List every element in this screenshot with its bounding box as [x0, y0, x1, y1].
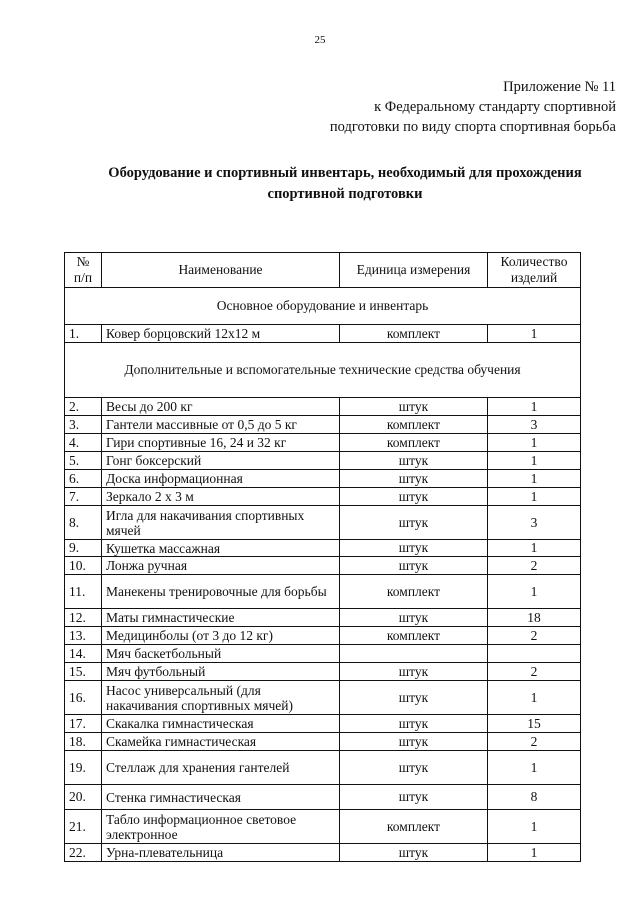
header-number-line-1: № — [76, 254, 90, 269]
row-number: 9. — [65, 540, 102, 557]
table-row — [65, 645, 581, 663]
table-row — [65, 627, 581, 645]
row-name: Ковер борцовский 12х12 м — [102, 325, 340, 343]
row-quantity: 18 — [488, 609, 581, 627]
table-row — [65, 416, 581, 434]
row-number: 10. — [65, 557, 102, 575]
row-quantity: 3 — [488, 506, 581, 540]
row-name: Мяч футбольный — [102, 663, 340, 681]
row-quantity: 2 — [488, 663, 581, 681]
table-row — [65, 452, 581, 470]
table-row — [65, 609, 581, 627]
row-unit: комплект — [340, 575, 488, 609]
row-unit: штук — [340, 751, 488, 785]
row-name: Гонг боксерский — [102, 452, 340, 470]
table-row — [65, 663, 581, 681]
row-number: 21. — [65, 810, 102, 844]
row-quantity: 2 — [488, 733, 581, 751]
row-name: Маты гимнастические — [102, 609, 340, 627]
row-number: 11. — [65, 575, 102, 609]
row-quantity: 1 — [488, 488, 581, 506]
row-unit: комплект — [340, 325, 488, 343]
header-number — [65, 253, 102, 288]
appendix-line-2: к Федеральному стандарту спортивной — [374, 99, 616, 115]
table-row — [65, 844, 581, 862]
page-number: 25 — [314, 34, 326, 46]
row-name: Скамейка гимнастическая — [102, 733, 340, 751]
row-unit: штук — [340, 785, 488, 810]
table-row — [65, 540, 581, 557]
row-name: Насос универсальный (для накачивания спортивных мячей) — [102, 681, 340, 715]
row-quantity: 1 — [488, 434, 581, 452]
table-row — [65, 715, 581, 733]
table-row — [65, 810, 581, 844]
row-name: Скакалка гимнастическая — [102, 715, 340, 733]
equipment-table — [64, 252, 581, 862]
row-unit: штук — [340, 663, 488, 681]
row-number: 8. — [65, 506, 102, 540]
row-name: Урна-плевательница — [102, 844, 340, 862]
row-number: 17. — [65, 715, 102, 733]
row-name: Табло информационное световое электронное — [102, 810, 340, 844]
row-quantity: 3 — [488, 416, 581, 434]
row-unit: штук — [340, 398, 488, 416]
row-unit: штук — [340, 844, 488, 862]
row-quantity: 1 — [488, 452, 581, 470]
row-quantity: 2 — [488, 557, 581, 575]
table-row — [65, 398, 581, 416]
row-number: 12. — [65, 609, 102, 627]
row-number: 2. — [65, 398, 102, 416]
table-row — [65, 785, 581, 810]
row-quantity: 1 — [488, 681, 581, 715]
row-number: 6. — [65, 470, 102, 488]
header-quantity-line-2: изделий — [510, 270, 558, 285]
row-number: 18. — [65, 733, 102, 751]
row-name: Гантели массивные от 0,5 до 5 кг — [102, 416, 340, 434]
title-line-1: Оборудование и спортивный инвентарь, необходимый для прохождения — [108, 165, 582, 181]
row-unit: штук — [340, 540, 488, 557]
section-auxiliary-label: Дополнительные и вспомогательные технические средства обучения — [65, 343, 581, 398]
row-number: 16. — [65, 681, 102, 715]
section-row-auxiliary — [65, 343, 581, 398]
row-quantity: 1 — [488, 540, 581, 557]
row-name: Доска информационная — [102, 470, 340, 488]
row-name: Стеллаж для хранения гантелей — [102, 751, 340, 785]
row-unit: штук — [340, 733, 488, 751]
row-unit: комплект — [340, 810, 488, 844]
table-row — [65, 488, 581, 506]
row-unit: штук — [340, 470, 488, 488]
row-name: Игла для накачивания спортивных мячей — [102, 506, 340, 540]
row-quantity: 1 — [488, 844, 581, 862]
row-unit: штук — [340, 557, 488, 575]
table-row — [65, 506, 581, 540]
row-name: Манекены тренировочные для борьбы — [102, 575, 340, 609]
row-quantity: 1 — [488, 398, 581, 416]
row-quantity: 8 — [488, 785, 581, 810]
table-row — [65, 681, 581, 715]
row-name: Мяч баскетбольный — [102, 645, 340, 663]
row-quantity: 1 — [488, 810, 581, 844]
row-name: Кушетка массажная — [102, 540, 340, 557]
table-row — [65, 434, 581, 452]
row-unit: штук — [340, 506, 488, 540]
row-number: 22. — [65, 844, 102, 862]
row-unit: комплект — [340, 627, 488, 645]
header-quantity — [488, 253, 581, 288]
row-number: 1. — [65, 325, 102, 343]
header-number-line-2: п/п — [73, 270, 93, 285]
table-row — [65, 733, 581, 751]
header-unit: Единица измерения — [340, 253, 488, 288]
row-number: 7. — [65, 488, 102, 506]
row-number: 20. — [65, 785, 102, 810]
row-unit: штук — [340, 488, 488, 506]
table-row — [65, 751, 581, 785]
appendix-line-1: Приложение № 11 — [503, 79, 616, 95]
row-quantity: 1 — [488, 470, 581, 488]
row-quantity — [488, 645, 581, 663]
row-name: Зеркало 2 х 3 м — [102, 488, 340, 506]
row-name: Гири спортивные 16, 24 и 32 кг — [102, 434, 340, 452]
row-unit: штук — [340, 452, 488, 470]
row-name: Лонжа ручная — [102, 557, 340, 575]
table-row — [65, 470, 581, 488]
header-quantity-line-1: Количество — [500, 254, 568, 269]
table-row — [65, 325, 581, 343]
row-unit: штук — [340, 681, 488, 715]
section-row-main — [65, 288, 581, 325]
row-unit: штук — [340, 715, 488, 733]
row-quantity: 1 — [488, 575, 581, 609]
table-row — [65, 557, 581, 575]
header-name: Наименование — [102, 253, 340, 288]
appendix-line-3: подготовки по виду спорта спортивная борьба — [329, 119, 616, 135]
row-number: 3. — [65, 416, 102, 434]
row-number: 4. — [65, 434, 102, 452]
document-title — [60, 163, 630, 205]
row-number: 5. — [65, 452, 102, 470]
row-unit: комплект — [340, 434, 488, 452]
row-number: 19. — [65, 751, 102, 785]
row-number: 13. — [65, 627, 102, 645]
row-name: Весы до 200 кг — [102, 398, 340, 416]
row-quantity: 15 — [488, 715, 581, 733]
appendix-header — [330, 77, 616, 137]
row-unit: комплект — [340, 416, 488, 434]
row-quantity: 1 — [488, 325, 581, 343]
section-main-label: Основное оборудование и инвентарь — [65, 288, 581, 325]
title-line-2: спортивной подготовки — [267, 186, 423, 202]
row-quantity: 1 — [488, 751, 581, 785]
row-quantity: 2 — [488, 627, 581, 645]
row-unit — [340, 645, 488, 663]
row-number: 15. — [65, 663, 102, 681]
row-name: Стенка гимнастическая — [102, 785, 340, 810]
row-number: 14. — [65, 645, 102, 663]
table-header-row — [65, 253, 581, 288]
row-name: Медицинболы (от 3 до 12 кг) — [102, 627, 340, 645]
row-unit: штук — [340, 609, 488, 627]
table-row — [65, 575, 581, 609]
